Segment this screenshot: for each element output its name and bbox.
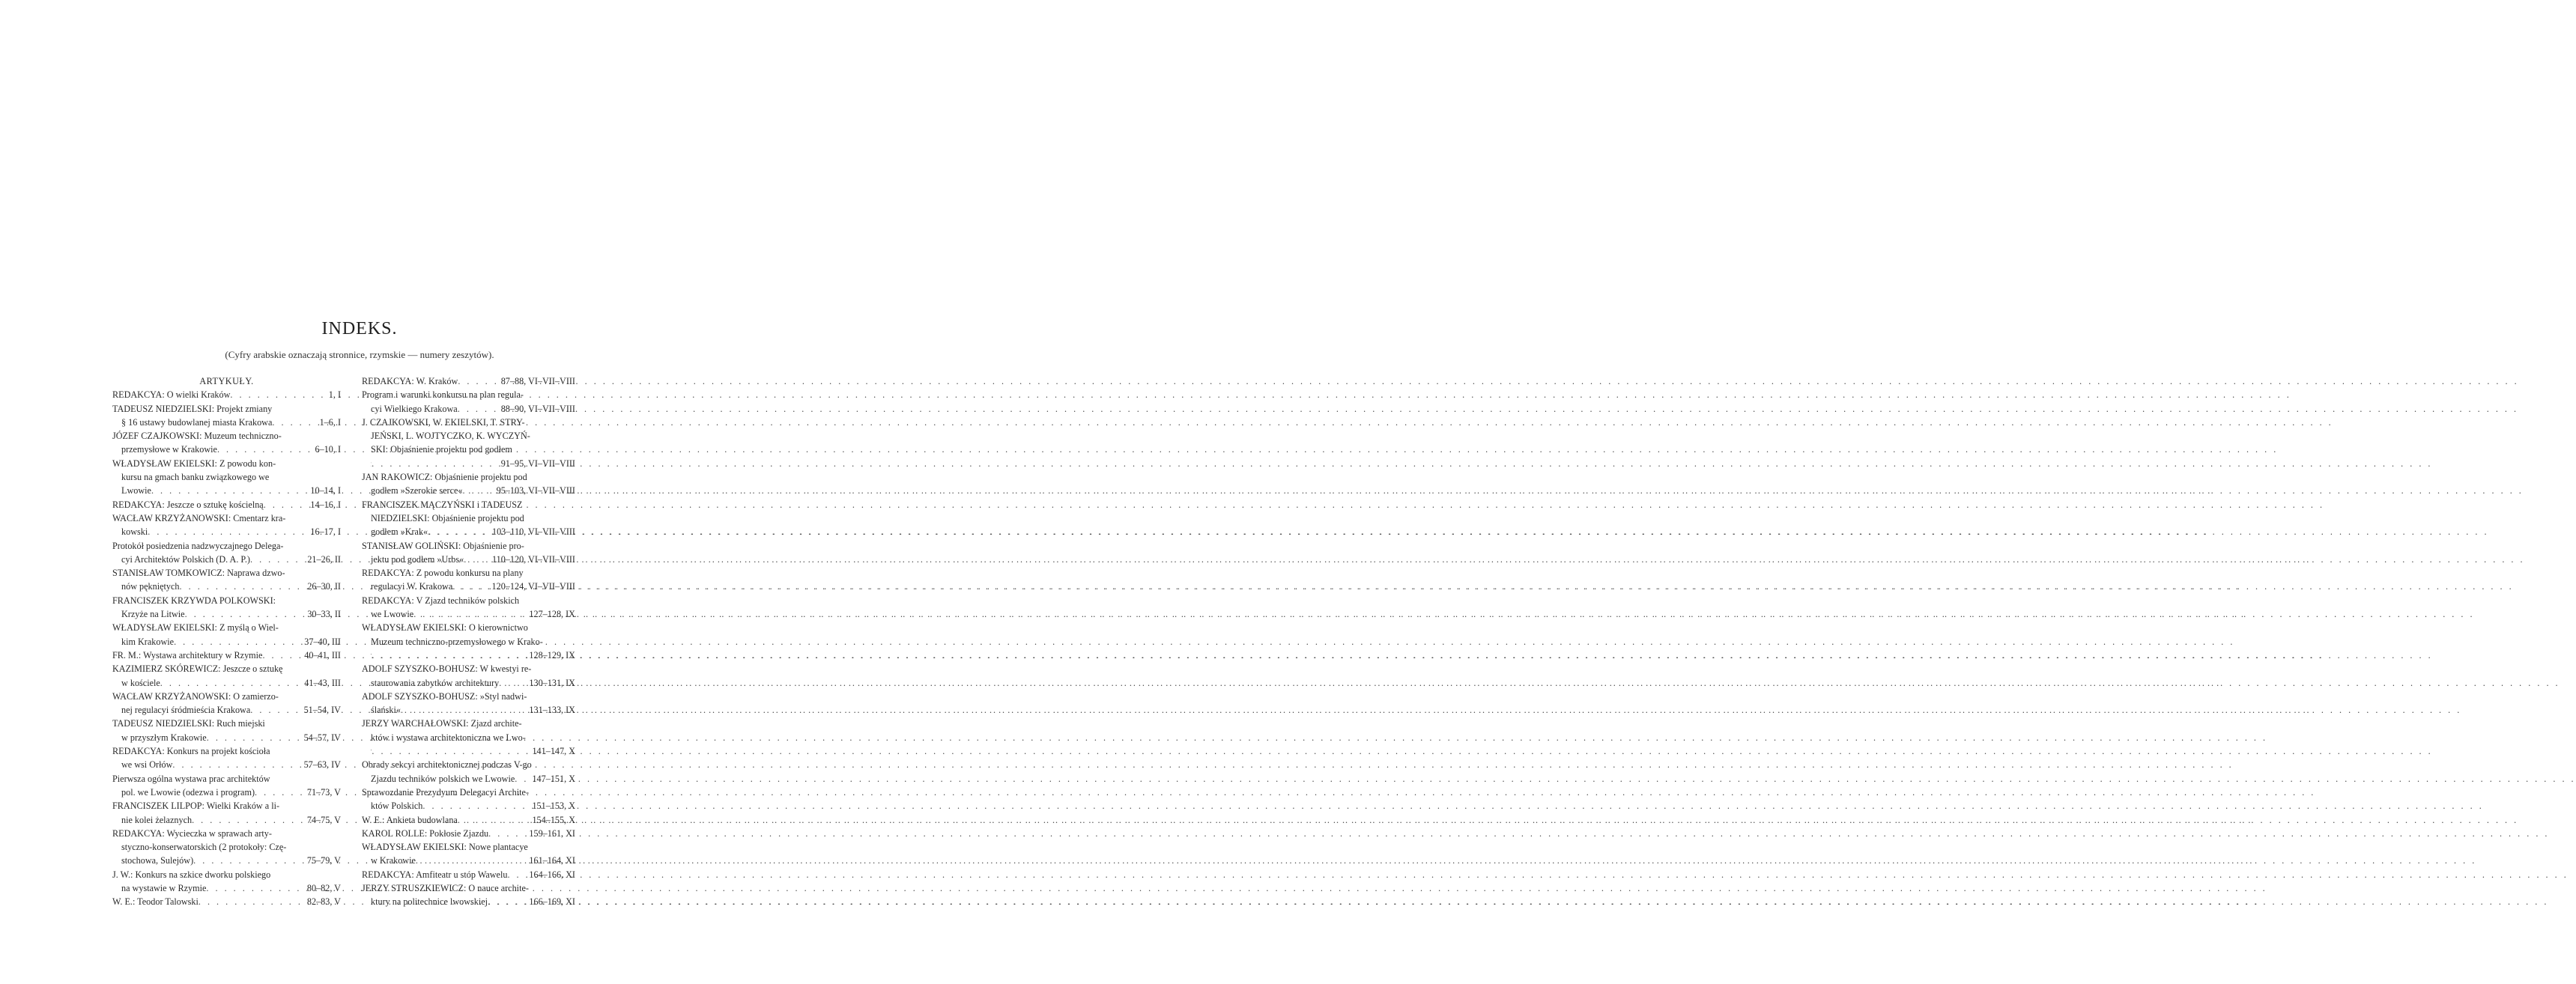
entry-text: Lwowie	[121, 485, 151, 496]
page-reference: 95–103, VI–VII–VIII	[496, 485, 575, 496]
entry-text: SKI: Objaśnienie projektu pod godłem	[371, 444, 512, 455]
index-entry	[362, 470, 575, 498]
page-reference: 26–30, II	[307, 581, 341, 592]
entry-text: Sprawozdanie Prezydyum Delegacyi Archite-	[362, 786, 530, 798]
index-entry	[112, 621, 341, 649]
index-entry	[112, 429, 341, 457]
entry-line	[362, 580, 575, 593]
entry-line	[362, 635, 575, 649]
index-entry	[362, 813, 575, 827]
dot-leader	[272, 416, 316, 429]
entry-text: STANISŁAW TOMKOWICZ: Naprawa dzwo-	[112, 568, 285, 579]
dot-leader	[262, 649, 301, 662]
index-entry	[362, 827, 575, 840]
entry-line	[112, 662, 341, 675]
entry-text: nie kolei żelaznych	[121, 814, 193, 825]
index-entry	[362, 416, 575, 470]
page-reference: 6–10, I	[315, 444, 341, 455]
dot-leader	[372, 744, 529, 758]
dot-leader	[250, 553, 304, 566]
entry-line	[112, 649, 341, 662]
page-reference: 1, I	[328, 389, 341, 401]
index-entry	[362, 868, 575, 881]
entry-line	[112, 635, 341, 649]
index-entry	[362, 717, 575, 758]
entry-text: FRANCISZEK MĄCZYŃSKI i TADEUSZ	[362, 499, 523, 510]
entry-line	[112, 566, 341, 580]
entry-line	[362, 388, 575, 401]
entry-text: Protokół posiedzenia nadzwyczajnego Delega-	[112, 540, 284, 551]
entry-line	[362, 429, 575, 443]
entry-line	[362, 868, 575, 881]
entry-text: cyi Architektów Polskich (D. A. P.)	[121, 553, 250, 565]
page-reference: 75–79, V	[306, 855, 341, 866]
page-reference: 130–131, IX	[529, 677, 575, 688]
entry-line	[112, 443, 341, 456]
entry-line	[112, 484, 341, 497]
entry-text: KAROL ROLLE: Pokłosie Zjazdu	[362, 827, 489, 839]
entry-text: godłem »Szerokie serce«	[371, 485, 463, 496]
dot-leader	[193, 854, 304, 867]
entry-line	[112, 676, 341, 690]
entry-text: ADOLF SZYSZKO-BOHUSZ: W kwestyi re-	[362, 663, 532, 675]
entry-text: FRANCISZEK LILPOP: Wielki Kraków a li-	[112, 801, 280, 812]
index-entry	[112, 649, 341, 662]
entry-line	[362, 470, 575, 484]
dot-leader	[250, 703, 300, 717]
entry-text: FR. M.: Wystawa architektury w Rzymie	[112, 649, 263, 660]
entry-text: REDAKCYA: Jeszcze o sztukę kościelną	[112, 499, 264, 510]
entry-line	[112, 731, 341, 744]
page-reference: 103–110, VI–VII–VIII	[491, 526, 575, 538]
dot-leader	[422, 799, 529, 813]
entry-line	[112, 772, 341, 786]
dot-leader	[428, 525, 489, 538]
entry-line	[112, 498, 341, 511]
page-reference: 147–151, X	[532, 773, 575, 784]
page-reference: 14–16, I	[310, 499, 341, 510]
entry-text: któw i wystawa architektoniczna we Lwo-	[371, 732, 526, 743]
entry-text: JERZY STRUSZKIEWICZ: O nauce archite-	[362, 882, 529, 893]
entry-text: § 16 ustawy budowlanej miasta Krakowa	[121, 416, 273, 428]
index-entry	[362, 758, 575, 786]
page-reference: 1–6, I	[319, 416, 341, 428]
entry-line	[362, 854, 575, 867]
entry-text: REDAKCYA: Wycieczka w sprawach arty-	[112, 827, 272, 839]
entry-text: kim Krakowie	[121, 636, 175, 647]
entry-line	[362, 881, 575, 895]
dot-leader	[458, 374, 497, 388]
entry-line	[362, 786, 575, 799]
entry-text: w kościele	[121, 677, 160, 688]
entry-text: REDAKCYA: Konkurs na projekt kościoła	[112, 746, 270, 757]
entry-line	[112, 470, 341, 484]
page-reference: 16–17, I	[310, 526, 341, 538]
dot-leader	[413, 607, 526, 621]
index-entry	[362, 498, 575, 539]
entry-text: Pierwsza ogólna wystawa prac architektów	[112, 773, 270, 784]
entry-text: REDAKCYA: W. Kraków	[362, 376, 458, 386]
entry-text: J. W.: Konkurs na szkice dworku polskiego	[112, 869, 271, 880]
entry-line	[112, 703, 341, 717]
index-entry	[112, 388, 341, 401]
dot-leader	[507, 868, 526, 881]
entry-text: J. CZAJKOWSKI, W. EKIELSKI, T. STRY-	[362, 416, 525, 428]
entry-line	[362, 731, 575, 744]
entry-text: ADOLF SZYSZKO-BOHUSZ: »Styl nadwi-	[362, 690, 527, 702]
index-entry	[112, 498, 341, 511]
entry-text: TADEUSZ NIEDZIELSKI: Projekt zmiany	[112, 403, 273, 414]
entry-line	[112, 553, 341, 566]
entry-text: pol. we Lwowie (odezwa i program)	[121, 786, 255, 798]
right-entry-list	[362, 374, 575, 909]
entry-line	[362, 621, 575, 634]
entry-line	[362, 484, 575, 497]
index-entry	[362, 881, 575, 909]
entry-line	[362, 895, 575, 908]
entry-text: JEŃSKI, L. WOJTYCZKO, K. WYCZYŃ-	[371, 431, 530, 442]
index-entry	[362, 662, 575, 690]
page-reference: 30–33, II	[307, 609, 341, 620]
entry-line	[112, 621, 341, 634]
page-reference: 164–166, XI	[529, 869, 575, 880]
entry-text: WŁADYSŁAW EKIELSKI: Nowe plantacye	[362, 842, 528, 853]
index-entry	[112, 868, 341, 896]
dot-leader	[464, 553, 489, 566]
dot-leader	[463, 484, 494, 497]
entry-line	[362, 539, 575, 553]
dot-leader	[452, 580, 488, 593]
page-reference: 80–82, V	[306, 882, 341, 893]
entry-text: JERZY WARCHAŁOWSKI: Zjazd archite-	[362, 718, 522, 729]
index-entry	[112, 827, 341, 868]
dot-leader	[372, 649, 526, 662]
page-reference: 110–120, VI–VII–VIII	[491, 553, 575, 565]
dot-leader	[372, 457, 498, 470]
dot-leader	[206, 881, 303, 895]
index-entry	[112, 717, 341, 744]
index-entry	[362, 786, 575, 813]
page-reference: 128–129, IX	[529, 649, 575, 660]
entry-line	[362, 690, 575, 703]
entry-line	[112, 799, 341, 813]
dot-leader	[515, 772, 529, 786]
entry-text: Zjazdu techników polskich we Lwowie	[371, 773, 515, 784]
entry-text: TADEUSZ NIEDZIELSKI: Ruch miejski	[112, 718, 265, 729]
entry-text: WŁADYSŁAW EKIELSKI: O kierownictwo	[362, 622, 528, 634]
entry-line	[112, 580, 341, 593]
entry-line	[362, 416, 575, 429]
entry-line	[362, 744, 575, 758]
dot-leader	[458, 402, 498, 416]
page-reference: 159–161, XI	[529, 827, 575, 839]
entry-line	[362, 402, 575, 416]
page-reference: 51–54, IV	[303, 705, 341, 716]
page-reference: 88–90, VI–VII–VIII	[500, 403, 575, 414]
entry-text: REDAKCYA: Z powodu konkursu na plany	[362, 568, 524, 579]
entry-line	[112, 881, 341, 895]
entry-text: w Krakowie	[371, 855, 416, 866]
entry-line	[362, 498, 575, 511]
entry-line	[112, 525, 341, 538]
index-entry	[112, 895, 341, 908]
entry-line	[112, 813, 341, 827]
entry-text: któw Polskich	[371, 801, 423, 812]
entry-line	[362, 374, 575, 388]
entry-text: Obrady sekcyi architektonicznej podczas V-go	[362, 759, 532, 771]
index-entry	[362, 840, 575, 868]
dot-leader	[207, 731, 301, 744]
page-reference: 82–83, V	[306, 896, 341, 908]
entry-text: STANISŁAW GOLIŃSKI: Objaśnienie pro-	[362, 540, 524, 551]
page-reference: 131–133, IX	[529, 705, 575, 716]
entry-line	[112, 594, 341, 607]
entry-line	[112, 690, 341, 703]
entry-text: we wsi Orłów	[121, 759, 173, 771]
dot-leader	[172, 758, 300, 771]
entry-text: jektu pod godłem »Urbs«	[371, 553, 464, 565]
index-entry	[112, 690, 341, 717]
index-entry	[112, 539, 341, 567]
entry-line	[112, 607, 341, 621]
entry-text: we Lwowie	[371, 609, 414, 620]
entry-text: regulacyi W. Krakowa	[371, 581, 453, 592]
entry-text: kowski	[121, 526, 148, 538]
entry-line	[362, 662, 575, 675]
index-entry	[362, 374, 575, 388]
entry-line	[112, 868, 341, 881]
entry-line	[362, 457, 575, 470]
dot-leader	[192, 813, 304, 827]
index-entry	[362, 690, 575, 717]
index-subtitle: (Cyfry arabskie oznaczają stronnice, rzymskie — numery zeszytów).	[225, 349, 494, 360]
entry-line	[362, 594, 575, 607]
page-reference: 71–73, V	[306, 786, 341, 798]
entry-line	[362, 511, 575, 525]
page-reference: 87–88, VI–VII–VIII	[500, 376, 575, 386]
left-entry-list	[112, 388, 341, 908]
entry-text: ślański«	[371, 705, 401, 716]
index-entry	[112, 511, 341, 539]
entry-line	[362, 827, 575, 840]
entry-line	[112, 717, 341, 730]
dot-leader	[174, 635, 301, 649]
entry-line	[362, 772, 575, 786]
entry-text: WŁADYSŁAW EKIELSKI: Z myślą o Wiel-	[112, 622, 279, 634]
entry-text: styczno-konserwatorskich (2 protokoły: Czę-	[121, 842, 287, 853]
dot-leader	[180, 580, 305, 593]
index-entry	[362, 388, 575, 416]
page-reference: 41–43, III	[304, 677, 341, 688]
entry-line	[362, 649, 575, 662]
section-title: ARTYKUŁY.	[199, 376, 254, 386]
entry-text: nów pękniętych	[121, 581, 180, 592]
entry-line	[112, 457, 341, 470]
index-entry	[112, 566, 341, 594]
index-entry	[112, 799, 341, 827]
entry-text: na wystawie w Rzymie	[121, 882, 207, 893]
index-entry	[112, 772, 341, 800]
entry-line	[362, 566, 575, 580]
entry-line	[112, 744, 341, 758]
dot-leader	[151, 484, 307, 497]
entry-line	[362, 813, 575, 827]
page-reference: 21–26, II	[307, 553, 341, 565]
entry-line	[112, 895, 341, 908]
dot-leader	[401, 703, 526, 717]
page-reference: 40–41, III	[304, 649, 341, 660]
entry-text: REDAKCYA: Amfiteatr u stóp Wawelu	[362, 869, 508, 880]
entry-text: REDAKCYA: V Zjazd techników polskich	[362, 595, 520, 606]
entry-line	[112, 511, 341, 525]
dot-leader	[160, 676, 301, 690]
page-reference: 91–95, VI–VII–VIII	[500, 458, 575, 469]
dot-leader	[217, 443, 312, 456]
page-reference: 54–57, IV	[303, 732, 341, 743]
index-entry	[362, 594, 575, 622]
index-entry	[112, 457, 341, 498]
entry-text: WACŁAW KRZYŻANOWSKI: O zamierzo-	[112, 690, 279, 702]
dot-leader	[255, 786, 304, 799]
entry-line	[362, 676, 575, 690]
dot-leader	[488, 895, 526, 908]
entry-line	[362, 553, 575, 566]
page-reference: 120–124, VI–VII–VIII	[491, 581, 575, 592]
entry-text: FRANCISZEK KRZYWDA POLKOWSKI:	[112, 595, 276, 606]
index-title: INDEKS.	[321, 319, 398, 338]
entry-text: ktury na politechnice lwowskiej	[371, 896, 488, 908]
entry-text: WŁADYSŁAW EKIELSKI: Z powodu kon-	[112, 458, 276, 469]
dot-leader	[416, 854, 526, 867]
entry-line	[112, 429, 341, 443]
entry-text: W. E.: Ankieta budowlana	[362, 814, 458, 825]
entry-line	[112, 854, 341, 867]
entry-text: JÓZEF CZAJKOWSKI: Muzeum techniczno-	[112, 431, 282, 442]
dot-leader	[458, 813, 530, 827]
page-reference: 154–155, X	[532, 814, 575, 825]
entry-text: W. E.: Teodor Talowski	[112, 896, 198, 908]
entry-line	[362, 443, 575, 456]
page-reference: 37–40, III	[304, 636, 341, 647]
dot-leader	[488, 827, 526, 840]
entry-line	[112, 827, 341, 840]
entry-text: cyi Wielkiego Krakowa	[371, 403, 458, 414]
page-reference: 141–147, X	[532, 746, 575, 757]
page-reference: 166–169, XI	[529, 896, 575, 908]
dot-leader	[148, 525, 307, 538]
entry-text: w przyszłym Krakowie	[121, 732, 207, 743]
index-entry	[112, 662, 341, 690]
entry-line	[362, 758, 575, 771]
entry-line	[112, 402, 341, 416]
entry-line	[362, 607, 575, 621]
entry-line	[362, 799, 575, 813]
entry-text: nej regulacyi śródmieścia Krakowa	[121, 705, 251, 716]
entry-text: REDAKCYA: O wielki Kraków	[112, 389, 231, 401]
entry-line	[362, 840, 575, 854]
entry-line	[112, 388, 341, 401]
dot-leader	[264, 498, 308, 511]
index-entry	[112, 744, 341, 772]
dot-leader	[230, 388, 325, 401]
index-entry	[362, 621, 575, 662]
entry-line	[112, 539, 341, 553]
entry-text: przemysłowe w Krakowie	[121, 444, 217, 455]
entry-text: godłem »Krak«	[371, 526, 428, 538]
entry-line	[362, 717, 575, 730]
page-reference: 10–14, I	[310, 485, 341, 496]
index-entry	[112, 594, 341, 622]
entry-line	[362, 703, 575, 717]
entry-line	[112, 840, 341, 854]
entry-text: WACŁAW KRZYŻANOWSKI: Cmentarz kra-	[112, 512, 286, 523]
entry-text: JAN RAKOWICZ: Objaśnienie projektu pod	[362, 472, 527, 483]
entry-text: Program i warunki konkursu na plan regula-	[362, 389, 524, 401]
right-column	[362, 374, 575, 909]
dot-leader	[185, 607, 305, 621]
index-entry	[362, 539, 575, 567]
entry-line	[112, 416, 341, 429]
index-entry	[362, 566, 575, 594]
page-reference: 57–63, IV	[303, 759, 341, 771]
page-reference: 161–164, XI	[529, 855, 575, 866]
entry-line	[112, 758, 341, 771]
left-column	[112, 374, 341, 909]
page-reference: 74–75, V	[306, 814, 341, 825]
page-reference: 151–153, X	[532, 801, 575, 812]
entry-text: Muzeum techniczno-przemysłowego w Krako-	[371, 636, 543, 647]
entry-text: KAZIMIERZ SKÓREWICZ: Jeszcze o sztukę	[112, 663, 283, 675]
entry-text: stochowa, Sulejów)	[121, 855, 194, 866]
index-entry	[112, 402, 341, 430]
entry-text: NIEDZIELSKI: Objaśnienie projektu pod	[371, 512, 524, 523]
entry-text: Krzyże na Litwie	[121, 609, 185, 620]
entry-line	[112, 786, 341, 799]
entry-text: staurowania zabytków architektury	[371, 677, 500, 688]
entry-text: kursu na gmach banku związkowego we	[121, 472, 270, 483]
entry-line	[362, 525, 575, 538]
dot-leader	[198, 895, 304, 908]
dot-leader	[499, 676, 526, 690]
page-reference: 127–128, IX	[529, 609, 575, 620]
